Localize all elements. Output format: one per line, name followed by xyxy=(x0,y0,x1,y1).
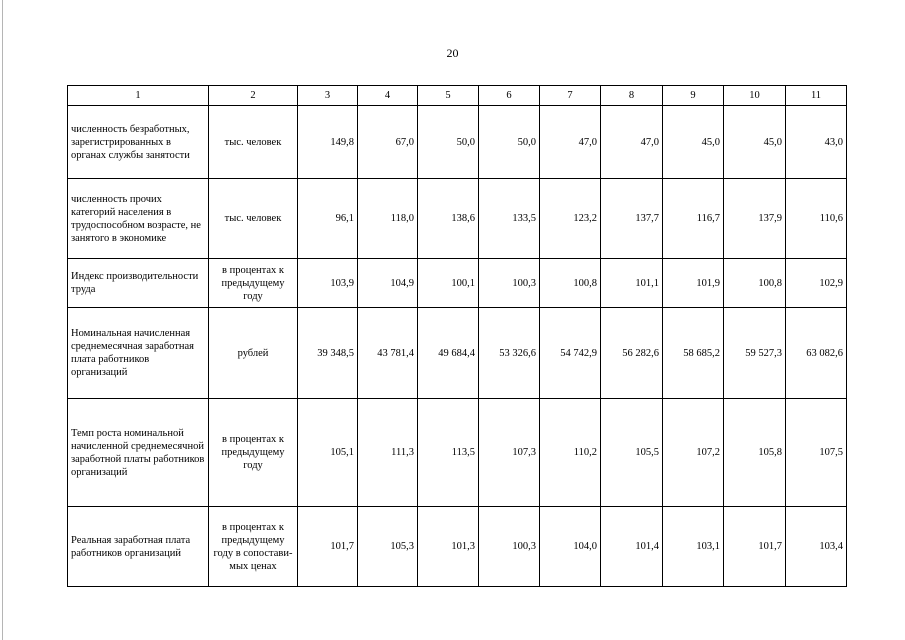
value-cell: 105,8 xyxy=(724,399,786,507)
value-cell: 113,5 xyxy=(418,399,479,507)
unit-cell: в процентах к предыдущему году xyxy=(209,399,298,507)
header-cell: 10 xyxy=(724,86,786,106)
value-cell: 67,0 xyxy=(358,106,418,179)
value-cell: 105,1 xyxy=(298,399,358,507)
table-row xyxy=(68,399,847,507)
value-cell: 110,2 xyxy=(540,399,601,507)
table-header-row xyxy=(68,86,847,106)
indicators-table xyxy=(67,85,847,587)
value-cell: 107,2 xyxy=(663,399,724,507)
value-cell: 103,1 xyxy=(663,507,724,587)
page-number: 20 xyxy=(446,46,459,60)
value-cell: 104,9 xyxy=(358,259,418,308)
indicator-name-cell: Индекс производительности труда xyxy=(68,259,209,308)
value-cell: 56 282,6 xyxy=(601,308,663,399)
header-cell: 9 xyxy=(663,86,724,106)
header-cell: 4 xyxy=(358,86,418,106)
value-cell: 43 781,4 xyxy=(358,308,418,399)
value-cell: 101,7 xyxy=(298,507,358,587)
value-cell: 103,9 xyxy=(298,259,358,308)
value-cell: 43,0 xyxy=(786,106,847,179)
indicator-name-cell: Номинальная начисленная среднемесячная заработная плата работников организаций xyxy=(68,308,209,399)
value-cell: 45,0 xyxy=(663,106,724,179)
table-row xyxy=(68,259,847,308)
value-cell: 100,3 xyxy=(479,507,540,587)
header-cell: 5 xyxy=(418,86,479,106)
value-cell: 118,0 xyxy=(358,179,418,259)
scan-edge-line xyxy=(2,0,3,640)
unit-cell: тыс. человек xyxy=(209,106,298,179)
unit-cell: тыс. человек xyxy=(209,179,298,259)
value-cell: 59 527,3 xyxy=(724,308,786,399)
value-cell: 53 326,6 xyxy=(479,308,540,399)
value-cell: 101,7 xyxy=(724,507,786,587)
header-cell: 7 xyxy=(540,86,601,106)
table-row xyxy=(68,106,847,179)
value-cell: 100,8 xyxy=(540,259,601,308)
value-cell: 100,1 xyxy=(418,259,479,308)
indicator-name-cell: Темп роста номинальной начисленной среднемесячной заработной платы работников организаций xyxy=(68,399,209,507)
table-row xyxy=(68,179,847,259)
table-row xyxy=(68,507,847,587)
value-cell: 107,5 xyxy=(786,399,847,507)
value-cell: 101,1 xyxy=(601,259,663,308)
value-cell: 105,5 xyxy=(601,399,663,507)
value-cell: 101,3 xyxy=(418,507,479,587)
value-cell: 39 348,5 xyxy=(298,308,358,399)
value-cell: 45,0 xyxy=(724,106,786,179)
value-cell: 110,6 xyxy=(786,179,847,259)
value-cell: 107,3 xyxy=(479,399,540,507)
value-cell: 102,9 xyxy=(786,259,847,308)
value-cell: 50,0 xyxy=(479,106,540,179)
value-cell: 101,9 xyxy=(663,259,724,308)
unit-cell: рублей xyxy=(209,308,298,399)
table-row xyxy=(68,308,847,399)
header-cell: 1 xyxy=(68,86,209,106)
value-cell: 116,7 xyxy=(663,179,724,259)
header-cell: 8 xyxy=(601,86,663,106)
header-cell: 3 xyxy=(298,86,358,106)
value-cell: 50,0 xyxy=(418,106,479,179)
value-cell: 63 082,6 xyxy=(786,308,847,399)
value-cell: 137,7 xyxy=(601,179,663,259)
value-cell: 100,3 xyxy=(479,259,540,308)
value-cell: 133,5 xyxy=(479,179,540,259)
indicator-name-cell: Реальная заработная плата работников организаций xyxy=(68,507,209,587)
value-cell: 101,4 xyxy=(601,507,663,587)
header-cell: 11 xyxy=(786,86,847,106)
value-cell: 47,0 xyxy=(601,106,663,179)
indicator-name-cell: численность прочих категорий населения в трудоспособном возрасте, не занятого в экономике xyxy=(68,179,209,259)
value-cell: 54 742,9 xyxy=(540,308,601,399)
value-cell: 138,6 xyxy=(418,179,479,259)
value-cell: 111,3 xyxy=(358,399,418,507)
value-cell: 123,2 xyxy=(540,179,601,259)
value-cell: 103,4 xyxy=(786,507,847,587)
header-cell: 6 xyxy=(479,86,540,106)
value-cell: 100,8 xyxy=(724,259,786,308)
value-cell: 47,0 xyxy=(540,106,601,179)
value-cell: 96,1 xyxy=(298,179,358,259)
value-cell: 105,3 xyxy=(358,507,418,587)
indicator-name-cell: численность безработных, зарегистрированных в органах службы занятости xyxy=(68,106,209,179)
header-cell: 2 xyxy=(209,86,298,106)
unit-cell: в процентах к предыдущему году xyxy=(209,259,298,308)
value-cell: 104,0 xyxy=(540,507,601,587)
value-cell: 149,8 xyxy=(298,106,358,179)
unit-cell: в процентах к предыдущему году в сопостави-мых ценах xyxy=(209,507,298,587)
value-cell: 137,9 xyxy=(724,179,786,259)
value-cell: 49 684,4 xyxy=(418,308,479,399)
value-cell: 58 685,2 xyxy=(663,308,724,399)
